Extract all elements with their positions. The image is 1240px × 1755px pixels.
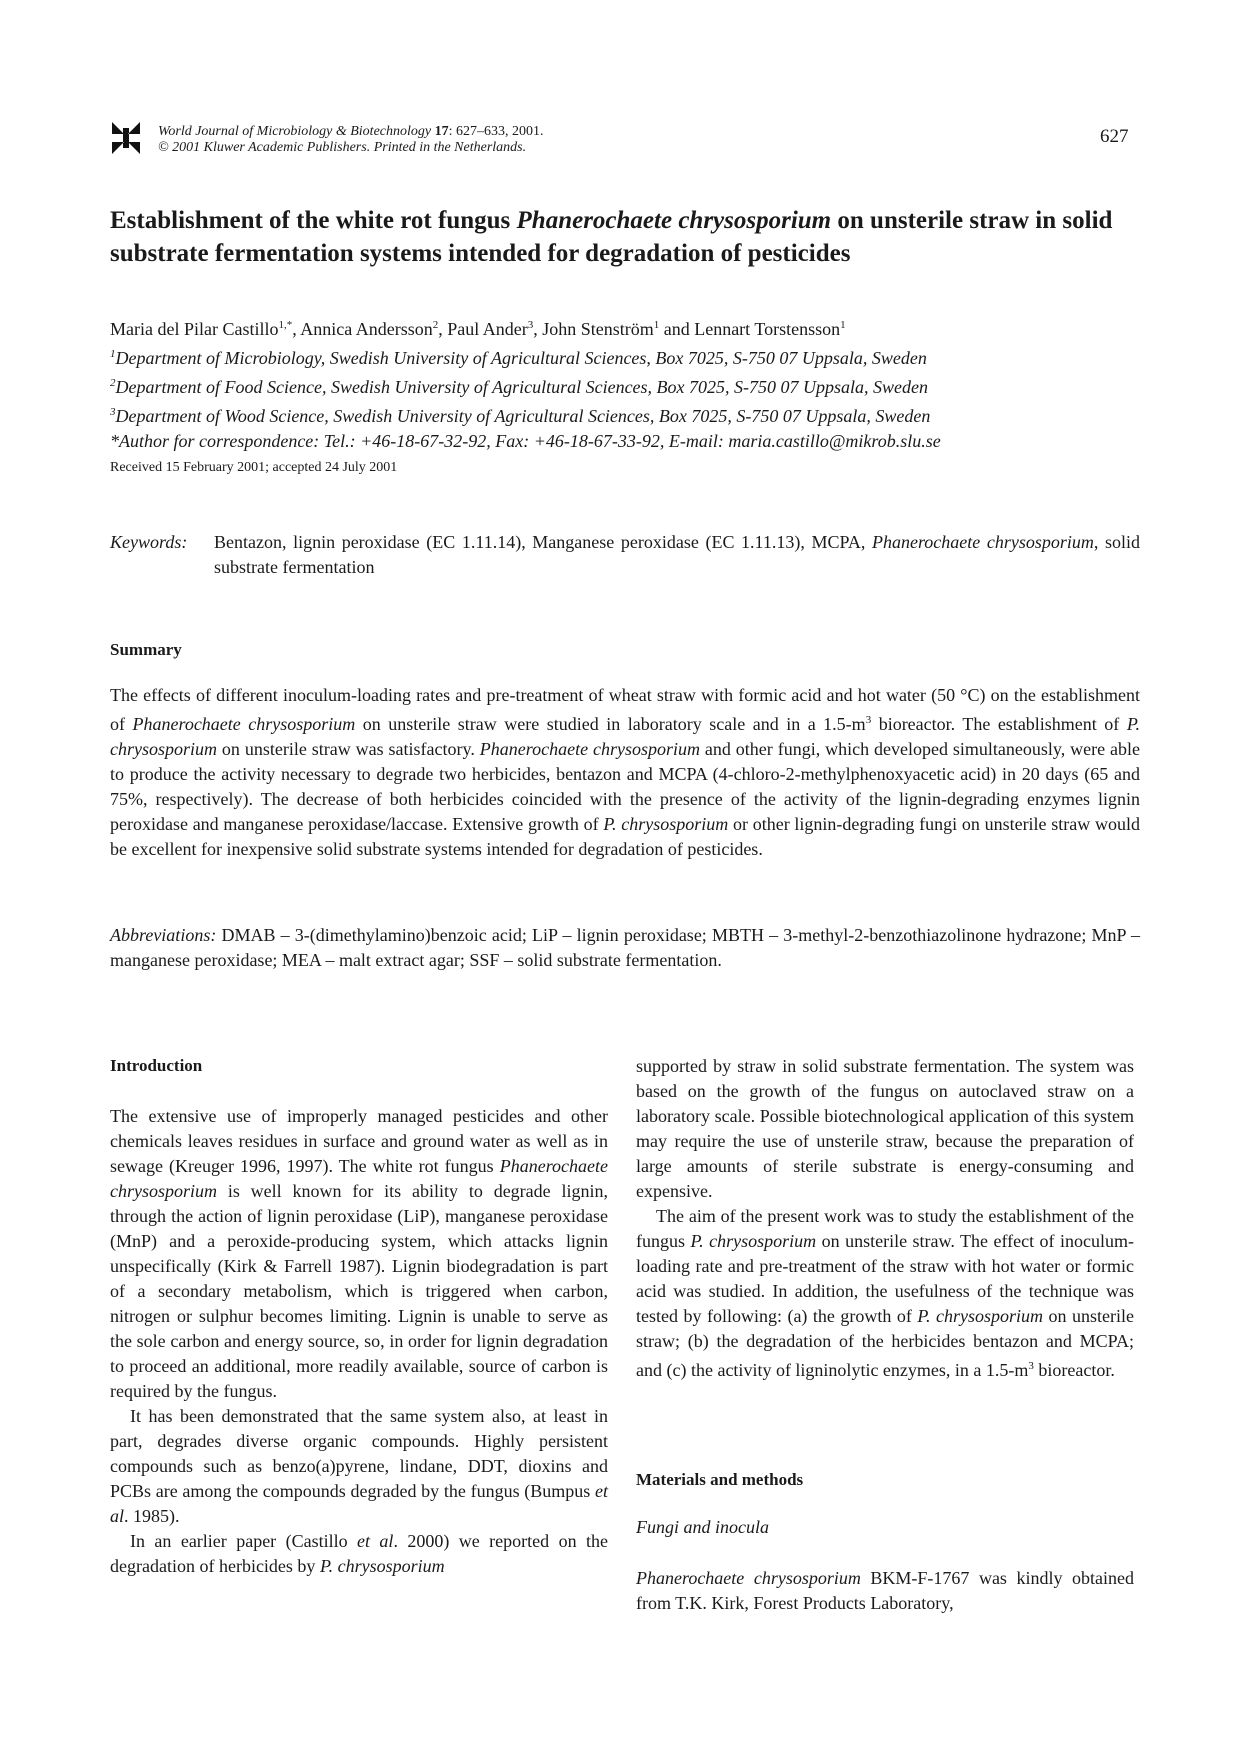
journal-pages: : 627–633, 2001. <box>448 124 544 139</box>
journal-header <box>158 124 544 156</box>
methods-heading: Materials and methods <box>636 1470 804 1489</box>
received-date: Received 15 February 2001; accepted 24 July 2001 <box>110 460 398 475</box>
keywords <box>110 530 1140 580</box>
journal-copyright: © 2001 Kluwer Academic Publishers. Printed in the Netherlands. <box>158 140 527 155</box>
left-column <box>110 1104 608 1579</box>
author-block <box>110 313 1140 454</box>
intro-paragraph-3: In an earlier paper (Castillo et al. 2000) we reported on the degradation of herbicides by P. chrysosporium <box>110 1531 608 1576</box>
intro-paragraph-2: It has been demonstrated that the same system also, at least in part, degrades diverse organic compounds. Highly persistent compounds such as benzo(a)pyrene, lindane, DDT, dioxins and PCBs are among the compounds degraded by the fungus (Bumpus et al. 1985). <box>110 1406 608 1526</box>
intro-paragraph-3-cont: supported by straw in solid substrate fermentation. The system was based on the growth of the fungus on autoclaved straw on a laboratory scale. Possible biotechnological application of this system may require the use of unsterile straw, because the preparation of large amounts of sterile substrate is energy-consuming and expensive. <box>636 1056 1134 1201</box>
author-list: Maria del Pilar Castillo$^{1,*}$, Annica Andersson$^2$, Paul Ander$^3$, John Stenström$^1$ and Lennart Torstensson$^1$ <box>110 319 846 339</box>
right-column <box>636 1054 1134 1383</box>
journal-volume: 17 <box>434 124 449 139</box>
summary-heading: Summary <box>110 640 182 659</box>
page-number: 627 <box>1100 126 1129 147</box>
abbreviations-label: Abbreviations: <box>110 925 217 945</box>
correspondence: *Author for correspondence: Tel.: +46-18-67-32-92, Fax: +46-18-67-33-92, E-mail: maria.castillo@mikrob.slu.se <box>110 431 941 451</box>
publisher-logo-icon <box>110 120 142 156</box>
journal-citation <box>158 124 544 140</box>
methods-paragraph: Phanerochaete chrysosporium BKM-F-1767 was kindly obtained from T.K. Kirk, Forest Products Laboratory, <box>636 1568 1135 1613</box>
keywords-text: Bentazon, lignin peroxidase (EC 1.11.14), Manganese peroxidase (EC 1.11.13), MCPA, Phanerochaete chrysosporium, solid substrate fermentation <box>214 532 1141 577</box>
article-title: Establishment of the white rot fungus Phanerochaete chrysosporium on unsterile straw in solid substrate fermentation systems intended for degradation of pesticides <box>110 207 1113 267</box>
introduction-heading: Introduction <box>110 1056 203 1075</box>
keywords-label: Keywords: <box>110 532 188 552</box>
fungi-subheading: Fungi and inocula <box>636 1517 769 1537</box>
intro-paragraph-1: The extensive use of improperly managed pesticides and other chemicals leaves residues in surface and ground water as well as in sewage (Kreuger 1996, 1997). The white rot fungus Phanerochaete chrysosporium is well known for its ability to degrade lignin, through the action of lignin peroxidase (LiP), manganese peroxidase (MnP) and a peroxide-producing system, which attacks lignin unspecifically (Kirk & Farrell 1987). Lignin biodegradation is part of a secondary metabolism, which is triggered when carbon, nitrogen or sulphur becomes limiting. Lignin is unable to serve as the sole carbon and energy source, so, in order for lignin degradation to proceed an additional, more readily available, source of carbon is required by the fungus. <box>110 1106 608 1401</box>
summary-text: The effects of different inoculum-loading rates and pre-treatment of wheat straw with formic acid and hot water (50 °C) on the establishment of Phanerochaete chrysosporium on unsterile straw were studied in laboratory scale and in a $1.5-m^3$ bioreactor. The establishment of P. chrysosporium on unsterile straw was satisfactory. Phanerochaete chrysosporium and other fungi, which developed simultaneously, were able to produce the activity necessary to degrade two herbicides, bentazon and MCPA (4-chloro-2-methylphenoxyacetic acid) in 20 days (65 and 75%, respectively). The decrease of both herbicides coincided with the presence of the activity of the lignin-degrading enzymes lignin peroxidase and manganese peroxidase/laccase. Extensive growth of P. chrysosporium or other lignin-degrading fungi on unsterile straw would be excellent for inexpensive solid substrate systems intended for degradation of pesticides. <box>110 685 1141 859</box>
affiliation-2: $^2$Department of Food Science, Swedish University of Agricultural Sciences, Box 7025, S-750 07 Uppsala, Sweden <box>110 377 929 397</box>
intro-paragraph-4: The aim of the present work was to study the establishment of the fungus P. chrysosporium on unsterile straw. The effect of inoculum-loading rate and pre-treatment of the straw with hot water or formic acid was studied. In addition, the usefulness of the technique was tested by following: (a) the growth of P. chrysosporium on unsterile straw; (b) the degradation of the herbicides bentazon and MCPA; and (c) the activity of ligninolytic enzymes, in a $1.5-m^3$ bioreactor. <box>636 1206 1135 1380</box>
journal-name: World Journal of Microbiology & Biotechnology <box>158 124 432 139</box>
abbreviations: Abbreviations: DMAB – 3-(dimethylamino)benzoic acid; LiP – lignin peroxidase; MBTH – 3-methyl-2-benzothiazolinone hydrazone; MnP – manganese peroxidase; MEA – malt extract agar; SSF – solid substrate fermentation. <box>110 925 1140 970</box>
affiliation-1: $^1$Department of Microbiology, Swedish University of Agricultural Sciences, Box 7025, S-750 07 Uppsala, Sweden <box>110 348 927 368</box>
affiliation-3: $^3$Department of Wood Science, Swedish University of Agricultural Sciences, Box 7025, S-750 07 Uppsala, Sweden <box>110 406 931 426</box>
